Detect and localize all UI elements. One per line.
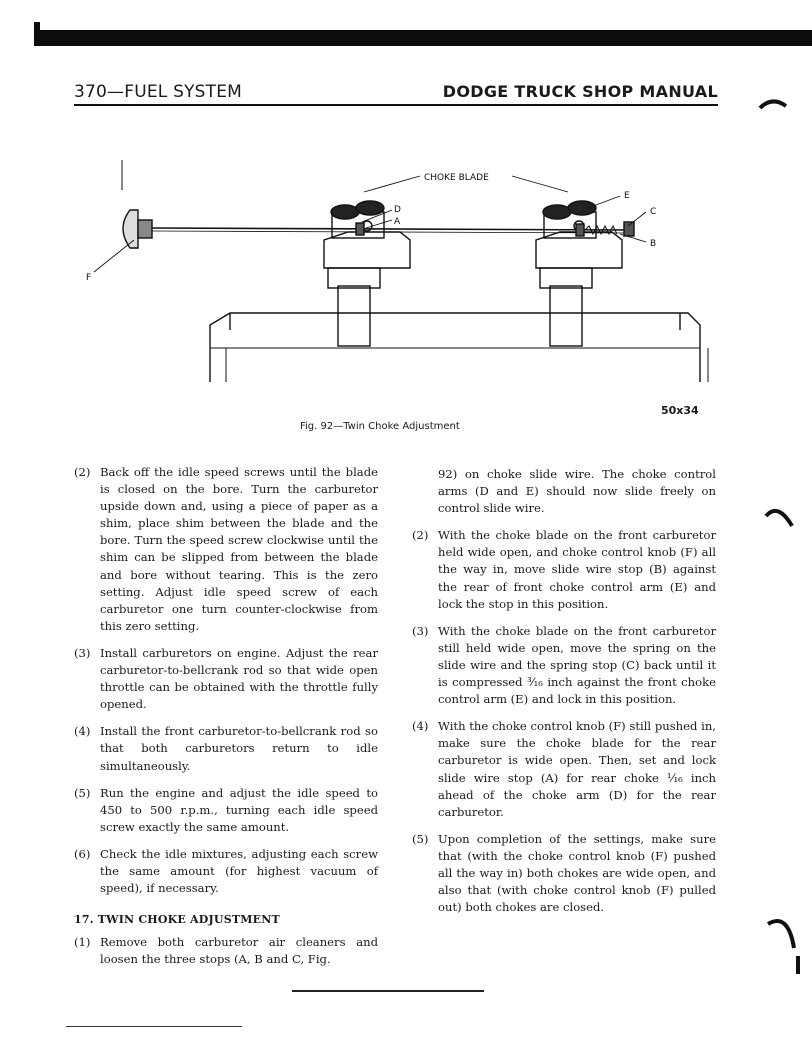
margin-mark-icon xyxy=(764,500,794,530)
section-heading: 17. TWIN CHOKE ADJUSTMENT xyxy=(74,913,280,927)
manual-title: DODGE TRUCK SHOP MANUAL xyxy=(442,82,718,101)
continued-text: 92) on choke slide wire. The choke control arms (D and E) should now slide freely on control slide wire. xyxy=(438,467,716,516)
margin-mark-icon xyxy=(766,908,800,978)
bottom-rule xyxy=(292,990,484,992)
figure-caption: Fig. 92—Twin Choke Adjustment xyxy=(300,421,460,432)
label-a: A xyxy=(394,217,401,227)
twin-choke-diagram xyxy=(80,150,730,422)
list-item: (1) Remove both carburetor air cleaners and loosen the three stops (A, B and C, Fig. xyxy=(74,935,378,967)
header-rule xyxy=(74,104,718,106)
label-d: D xyxy=(394,205,401,215)
list-item: (2) Back off the idle speed screws until the blade is closed on the bore. Turn the carburetor upside down and, using a piece of paper as a shim, place shim between the blade and the bore. Turn the speed screw clockwise until the shim can be slipped from between the blade and bore without tearing. This is the zero setting. Adjust idle speed screw of each carburetor one turn counter-clockwise from this zero setting. xyxy=(74,465,378,633)
list-item: (3) Install carburetors on engine. Adjust the rear carburetor-to-bellcrank rod so that wide open throttle can be obtained with the throttle fully opened. xyxy=(74,645,378,712)
footer-rule xyxy=(66,1026,242,1027)
label-c: C xyxy=(650,207,657,217)
right-column xyxy=(412,466,716,926)
label-b: B xyxy=(650,239,657,249)
list-item: (5) Run the engine and adjust the idle speed to 450 to 500 r.p.m., turning each idle speed screw exactly the same amount. xyxy=(74,785,378,834)
top-border-bar xyxy=(34,30,812,46)
list-item: (4) Install the front carburetor-to-bellcrank rod so that both carburetors return to idle simultaneously. xyxy=(74,724,378,773)
label-f: F xyxy=(86,273,92,283)
list-item: (6) Check the idle mixtures, adjusting each screw the same amount (for highest vacuum of speed), if necessary. xyxy=(74,846,378,896)
list-item: (4) With the choke control knob (F) still pushed in, make sure the choke blade for the rear carburetor is wide open. Then, set and lock slide wire stop (A) for rear choke ¹⁄₁₆ inch ahead of the choke arm (D) for the rear carburetor. xyxy=(412,719,716,819)
label-e: E xyxy=(624,191,630,201)
page-section-header: 370—FUEL SYSTEM xyxy=(74,82,243,102)
left-column xyxy=(74,464,378,978)
margin-mark-icon xyxy=(758,94,788,114)
figure-code: 50x34 xyxy=(661,404,699,417)
label-choke-blade: CHOKE BLADE xyxy=(424,173,489,183)
list-item: (3) With the choke blade on the front carburetor still held wide open, move the spring on the slide wire and the spring stop (C) back until it is compressed ³⁄₁₆ inch against the front choke control arm (E) and lock in this position. xyxy=(412,623,716,707)
top-border-tick xyxy=(34,22,40,34)
list-item: (2) With the choke blade on the front carburetor held wide open, and choke control knob (F) all the way in, move slide wire stop (B) against the rear of front choke control arm (E) and lock the stop in this position. xyxy=(412,528,716,611)
list-item: (5) Upon completion of the settings, make sure that (with the choke control knob (F) pushed all the way in) both chokes are wide open, and also that (with choke control knob (F) pulled out) both chokes are closed. xyxy=(412,831,716,915)
